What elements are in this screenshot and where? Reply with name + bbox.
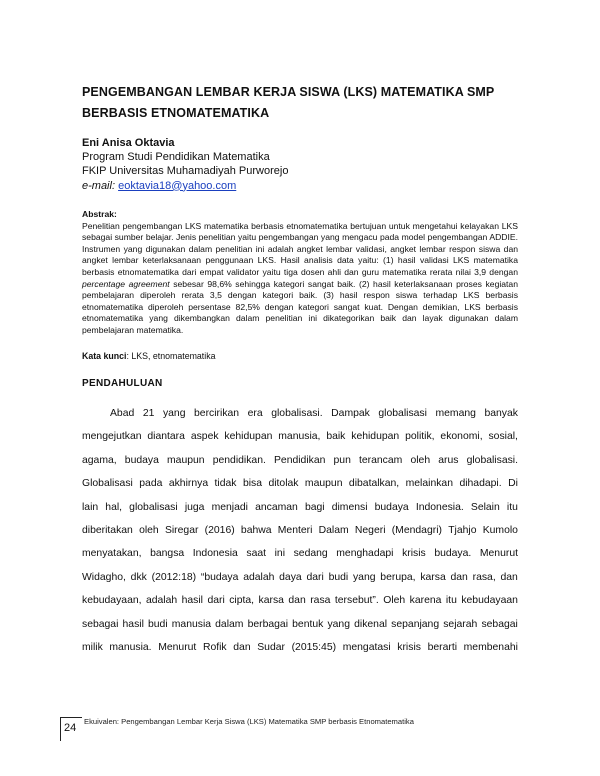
intro-word: agama,	[82, 454, 117, 466]
intro-word: Oleh	[383, 595, 406, 607]
intro-word: yang	[162, 408, 186, 419]
intro-word: karsa	[420, 571, 446, 583]
intro-word: sejarah	[443, 618, 478, 630]
intro-word: globalisasi	[129, 501, 178, 513]
intro-word: bahwa	[240, 525, 272, 537]
intro-line	[82, 472, 518, 495]
intro-word: juga	[184, 501, 205, 513]
intro-word: itu	[445, 595, 457, 607]
intro-word: pada	[139, 478, 163, 490]
intro-line	[82, 636, 518, 659]
intro-word: budaya.	[434, 548, 472, 560]
email-row	[82, 179, 522, 193]
intro-word: menyatakan,	[82, 548, 142, 560]
intro-word: (Mendagri)	[391, 525, 442, 537]
abstract-italic-term: percentage agreement	[82, 278, 170, 289]
intro-line	[82, 519, 518, 542]
intro-word: (2012:18)	[151, 571, 197, 583]
intro-word: oleh	[139, 525, 159, 537]
intro-word: hal,	[105, 501, 123, 513]
intro-word: sedang	[293, 548, 328, 560]
intro-word: kehidupan	[351, 431, 400, 443]
intro-word: rasa	[310, 595, 331, 607]
intro-line	[82, 449, 518, 472]
intro-word: ini	[274, 548, 286, 560]
intro-word: cipta,	[229, 595, 255, 607]
author-name: Eni Anisa Oktavia	[82, 137, 175, 149]
intro-word: Dampak	[331, 408, 370, 419]
intro-word: banyak	[484, 408, 518, 419]
author-institution: FKIP Universitas Muhamadiyah Purworejo	[82, 165, 289, 178]
intro-word: pun	[333, 454, 351, 466]
intro-word: ekonomi,	[440, 431, 483, 443]
intro-line	[82, 425, 518, 448]
keywords-value: : LKS, etnomatematika	[126, 351, 216, 361]
intro-word: mengejutkan	[82, 431, 142, 443]
intro-word: daya	[279, 571, 302, 583]
intro-word: bercirikan	[194, 408, 240, 419]
intro-word: Abad	[110, 408, 135, 419]
intro-word: kebudayaan	[461, 595, 518, 607]
intro-word: globalisasi.	[271, 408, 323, 419]
intro-word: hasil	[181, 595, 203, 607]
author-block	[82, 136, 522, 193]
intro-word: manusia,	[278, 431, 321, 443]
intro-word: Siregar	[164, 525, 199, 537]
intro-word: Dalam	[318, 525, 349, 537]
intro-word: budaya	[374, 501, 409, 513]
paper-title: PENGEMBANGAN LEMBAR KERJA SISWA (LKS) MATEMATIKA SMP BERBASIS ETNOMATEMATIKA	[82, 85, 495, 120]
intro-word: dkk	[130, 571, 147, 583]
intro-word: kebudayaan,	[82, 595, 142, 607]
intro-word: memang	[435, 408, 476, 419]
intro-line	[82, 589, 518, 612]
intro-word: rasa,	[472, 571, 496, 583]
intro-word: 21	[142, 408, 155, 419]
intro-word: Negeri	[354, 525, 386, 537]
intro-word: politik,	[405, 431, 435, 443]
intro-word: yang	[327, 618, 350, 630]
intro-word: tidak	[214, 478, 237, 490]
intro-word: manusia	[171, 618, 212, 630]
intro-word: dihadapi.	[459, 478, 502, 490]
intro-word: sosial,	[488, 431, 518, 443]
intro-word: mengatasi	[342, 642, 391, 654]
intro-word: Rofik	[202, 642, 227, 654]
intro-word: menghadapi	[336, 548, 394, 560]
intro-word: globalisasi	[378, 408, 427, 419]
intro-word: Menurut	[479, 548, 518, 560]
intro-word: dan	[233, 642, 251, 654]
intro-word: (2015:45)	[291, 642, 337, 654]
abstract-heading: Abstrak:	[82, 209, 117, 219]
abstract-text-part1: Penelitian pengembangan LKS matematika berbasis etnomatematika bertujuan untuk mengetahui kelayakan LKS sebagai sumber belajar. Jenis penelitian yaitu pengembangan yang mengacu pada model pengembangan ADDIE. Instrumen yang digunakan dalam penelitian ini adalah angket lembar validasi, angket lembar respon siswa dan angket lembar keterlaksanaan penggunaan LKS. Hasil analisis data yaitu: (1) hasil validasi LKS matematika berbasis etnomatematika dari empat validator yaitu tiga dosen ahli dan guru matematika rerata nilai 3,9 dengan	[82, 220, 518, 277]
intro-word: budaya	[124, 454, 159, 466]
intro-word: ditolak	[268, 478, 299, 490]
intro-line	[82, 542, 518, 565]
intro-word: bagi	[304, 501, 325, 513]
intro-word: dari	[207, 595, 225, 607]
intro-word: terancam	[359, 454, 403, 466]
intro-word: sebagai	[481, 618, 518, 630]
intro-word: globalisasi.	[466, 454, 518, 466]
intro-word: sepanjang	[391, 618, 440, 630]
intro-word: itu	[506, 501, 518, 513]
intro-word: yang	[352, 571, 376, 583]
abstract-body	[82, 221, 518, 337]
intro-word: Tjahjo	[448, 525, 477, 537]
intro-word: tersebut”.	[334, 595, 379, 607]
intro-word: dikenal	[354, 618, 388, 630]
intro-word: Sudar	[257, 642, 285, 654]
intro-word: dibatalkan,	[348, 478, 400, 490]
intro-word: era	[247, 408, 263, 419]
intro-line	[82, 566, 518, 589]
intro-word: budi	[328, 571, 349, 583]
intro-line	[82, 613, 518, 636]
intro-word: dari	[306, 571, 324, 583]
intro-word: krisis	[402, 548, 426, 560]
intro-word: berupa,	[380, 571, 416, 583]
page-footer	[60, 713, 500, 743]
intro-word: ancaman	[255, 501, 298, 513]
intro-line	[82, 496, 518, 519]
intro-word: bangsa	[150, 548, 185, 560]
intro-word: Indonesia.	[415, 501, 464, 513]
intro-word: diantara	[147, 431, 185, 443]
intro-word: karsa	[258, 595, 284, 607]
running-title: Ekuivalen: Pengembangan Lembar Kerja Siswa (LKS) Matematika SMP berbasis Etnomatematika	[84, 717, 414, 726]
intro-word: membenahi	[463, 642, 518, 654]
keywords-label: Kata kunci	[82, 351, 127, 361]
intro-word: akhirnya	[168, 478, 209, 490]
intro-word: arus	[438, 454, 459, 466]
email-link[interactable]: eoktavia18@yahoo.com	[118, 179, 237, 192]
intro-word: pendidikan.	[212, 454, 266, 466]
intro-word: adalah	[243, 571, 275, 583]
intro-word: Kumolo	[482, 525, 518, 537]
intro-word: dalam	[215, 618, 244, 630]
intro-word: Selain	[470, 501, 500, 513]
intro-word: aspek	[190, 431, 219, 443]
intro-word: milik	[82, 642, 103, 654]
intro-word: Menteri	[277, 525, 313, 537]
abstract-section	[82, 209, 518, 337]
email-label: e-mail:	[82, 179, 116, 192]
intro-word: manusia.	[109, 642, 152, 654]
section-heading: PENDAHULUAN	[82, 378, 163, 389]
intro-word: adalah	[145, 595, 178, 607]
intro-word: maupun	[304, 478, 343, 490]
intro-word: diberitakan	[82, 525, 133, 537]
intro-word: Di	[508, 478, 518, 490]
intro-line	[82, 402, 518, 425]
intro-word: (2016)	[204, 525, 235, 537]
intro-word: dimensi	[331, 501, 368, 513]
intro-word: berbagai	[247, 618, 289, 630]
intro-word: lain	[82, 501, 99, 513]
intro-word: bentuk	[292, 618, 324, 630]
author-department: Program Studi Pendidikan Matematika	[82, 151, 270, 164]
keywords	[82, 351, 518, 361]
intro-word: Indonesia	[192, 548, 238, 560]
intro-word: maupun	[167, 454, 205, 466]
intro-word: sebagai	[82, 618, 119, 630]
intro-word: Pendidikan	[273, 454, 326, 466]
intro-word: saat	[246, 548, 267, 560]
intro-word: dan	[450, 571, 468, 583]
intro-paragraph	[82, 402, 518, 659]
abstract-text-part2: sebesar 98,6% sehingga kategori sangat baik. (2) hasil keterlaksanaan proses kegiatan pembelajaran diperoleh rerata 3,5 dengan kategori baik. (3) hasil respon siswa terhadap LKS berbasis etnomatematika diperoleh persentase 82,5% dengan kategori sangat kuat. Dengan demikian, LKS berbasis etnomatematika yang dikembangkan dalam penelitian ini dikategorikan baik dan layak digunakan dalam pembelajaran matematika.	[82, 278, 518, 335]
intro-word: bisa	[242, 478, 262, 490]
intro-word: dan	[288, 595, 306, 607]
intro-word: melainkan	[405, 478, 453, 490]
intro-word: “budaya	[200, 571, 239, 583]
intro-word: kehidupan	[224, 431, 273, 443]
page-number: 24	[60, 717, 82, 741]
intro-word: Widagho,	[82, 571, 126, 583]
intro-word: oleh	[410, 454, 431, 466]
intro-word: karena	[409, 595, 442, 607]
intro-word: dan	[500, 571, 518, 583]
intro-word: Globalisasi	[82, 478, 133, 490]
intro-word: budi	[148, 618, 168, 630]
intro-word: baik	[326, 431, 346, 443]
intro-word: krisis	[397, 642, 421, 654]
intro-word: menjadi	[211, 501, 248, 513]
intro-word: hasil	[122, 618, 144, 630]
intro-word: Menurut	[158, 642, 197, 654]
intro-word: berarti	[427, 642, 458, 654]
